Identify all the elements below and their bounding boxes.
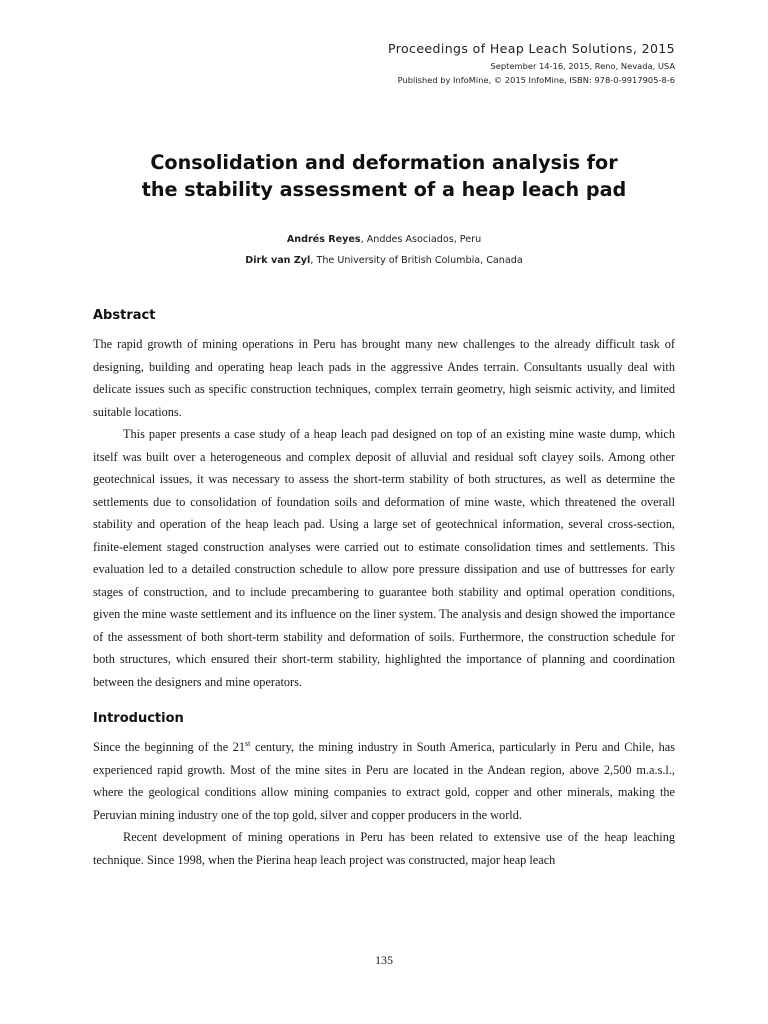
author-name: Dirk van Zyl bbox=[245, 255, 311, 266]
text-run: Since the beginning of the 21 bbox=[93, 740, 246, 754]
paper-title bbox=[0, 149, 768, 203]
abstract-heading: Abstract bbox=[93, 308, 156, 323]
author-2 bbox=[0, 250, 768, 271]
author-list bbox=[0, 229, 768, 271]
introduction-paragraph bbox=[93, 736, 675, 826]
author-1 bbox=[0, 229, 768, 250]
title-line-2: the stability assessment of a heap leach pad bbox=[141, 178, 627, 201]
author-affiliation: , The University of British Columbia, Canada bbox=[310, 255, 523, 266]
introduction-paragraph: Recent development of mining operations in Peru has been related to extensive use of the heap leaching technique. Since 1998, when the Pierina heap leach project was constructed, major heap leach bbox=[93, 830, 675, 867]
text-run: century, the mining industry in South America, particularly in Peru and Chile, has experienced rapid growth. Most of the mine sites in Peru are located in the Andean region, above 2,500 m.a.s.l., where the geological conditions allow mining companies to extract gold, copper and other minerals, making the Peruvian mining industry one of the top gold, silver and copper producers in the world. bbox=[93, 740, 676, 822]
title-line-1: Consolidation and deformation analysis for bbox=[150, 151, 618, 174]
abstract-paragraph: The rapid growth of mining operations in Peru has brought many new challenges to the already difficult task of designing, building and operating heap leach pads in the aggressive Andes terrain. Consultants usually deal with delicate issues such as specific construction techniques, complex terrain geometry, high seismic activity, and limited suitable locations. bbox=[93, 337, 675, 419]
running-header bbox=[388, 40, 675, 87]
superscript: st bbox=[245, 739, 251, 748]
page-number: 135 bbox=[375, 953, 393, 967]
author-affiliation: , Anddes Asociados, Peru bbox=[360, 234, 482, 245]
conference-dates: September 14-16, 2015, Reno, Nevada, USA bbox=[490, 61, 675, 71]
abstract-paragraph: This paper presents a case study of a heap leach pad designed on top of an existing mine waste dump, which itself was built over a heterogeneous and complex deposit of alluvial and residual soft clayey soils. Among other geotechnical issues, it was necessary to assess the short-term stability of both structures, as well as determine the settlements due to consolidation of foundation soils and deformation of mine waste, which threatened the overall stability and operation of the heap leach pad. Using a large set of geotechnical information, several cross-section, finite-element staged construction analyses were carried out to estimate consolidation times and settlements. This evaluation led to a detailed construction schedule to allow pore pressure dissipation and use of buttresses for early stages of construction, and to include precambering to guarantee both stability and optimal operation conditions, given the mine waste settlement and its influence on the liner system. The analysis and design showed the importance of the assessment of both short-term stability and deformation of soils. Furthermore, the construction schedule for both structures, which ensured their short-term stability, highlighted the importance of planning and coordination between the designers and mine operators. bbox=[93, 427, 675, 689]
main-content bbox=[93, 305, 675, 871]
proceedings-title: Proceedings of Heap Leach Solutions, 2015 bbox=[388, 41, 675, 56]
publisher-line: Published by InfoMine, © 2015 InfoMine, ISBN: 978-0-9917905-8-6 bbox=[397, 75, 675, 85]
author-name: Andrés Reyes bbox=[286, 234, 361, 245]
introduction-heading: Introduction bbox=[93, 711, 184, 726]
